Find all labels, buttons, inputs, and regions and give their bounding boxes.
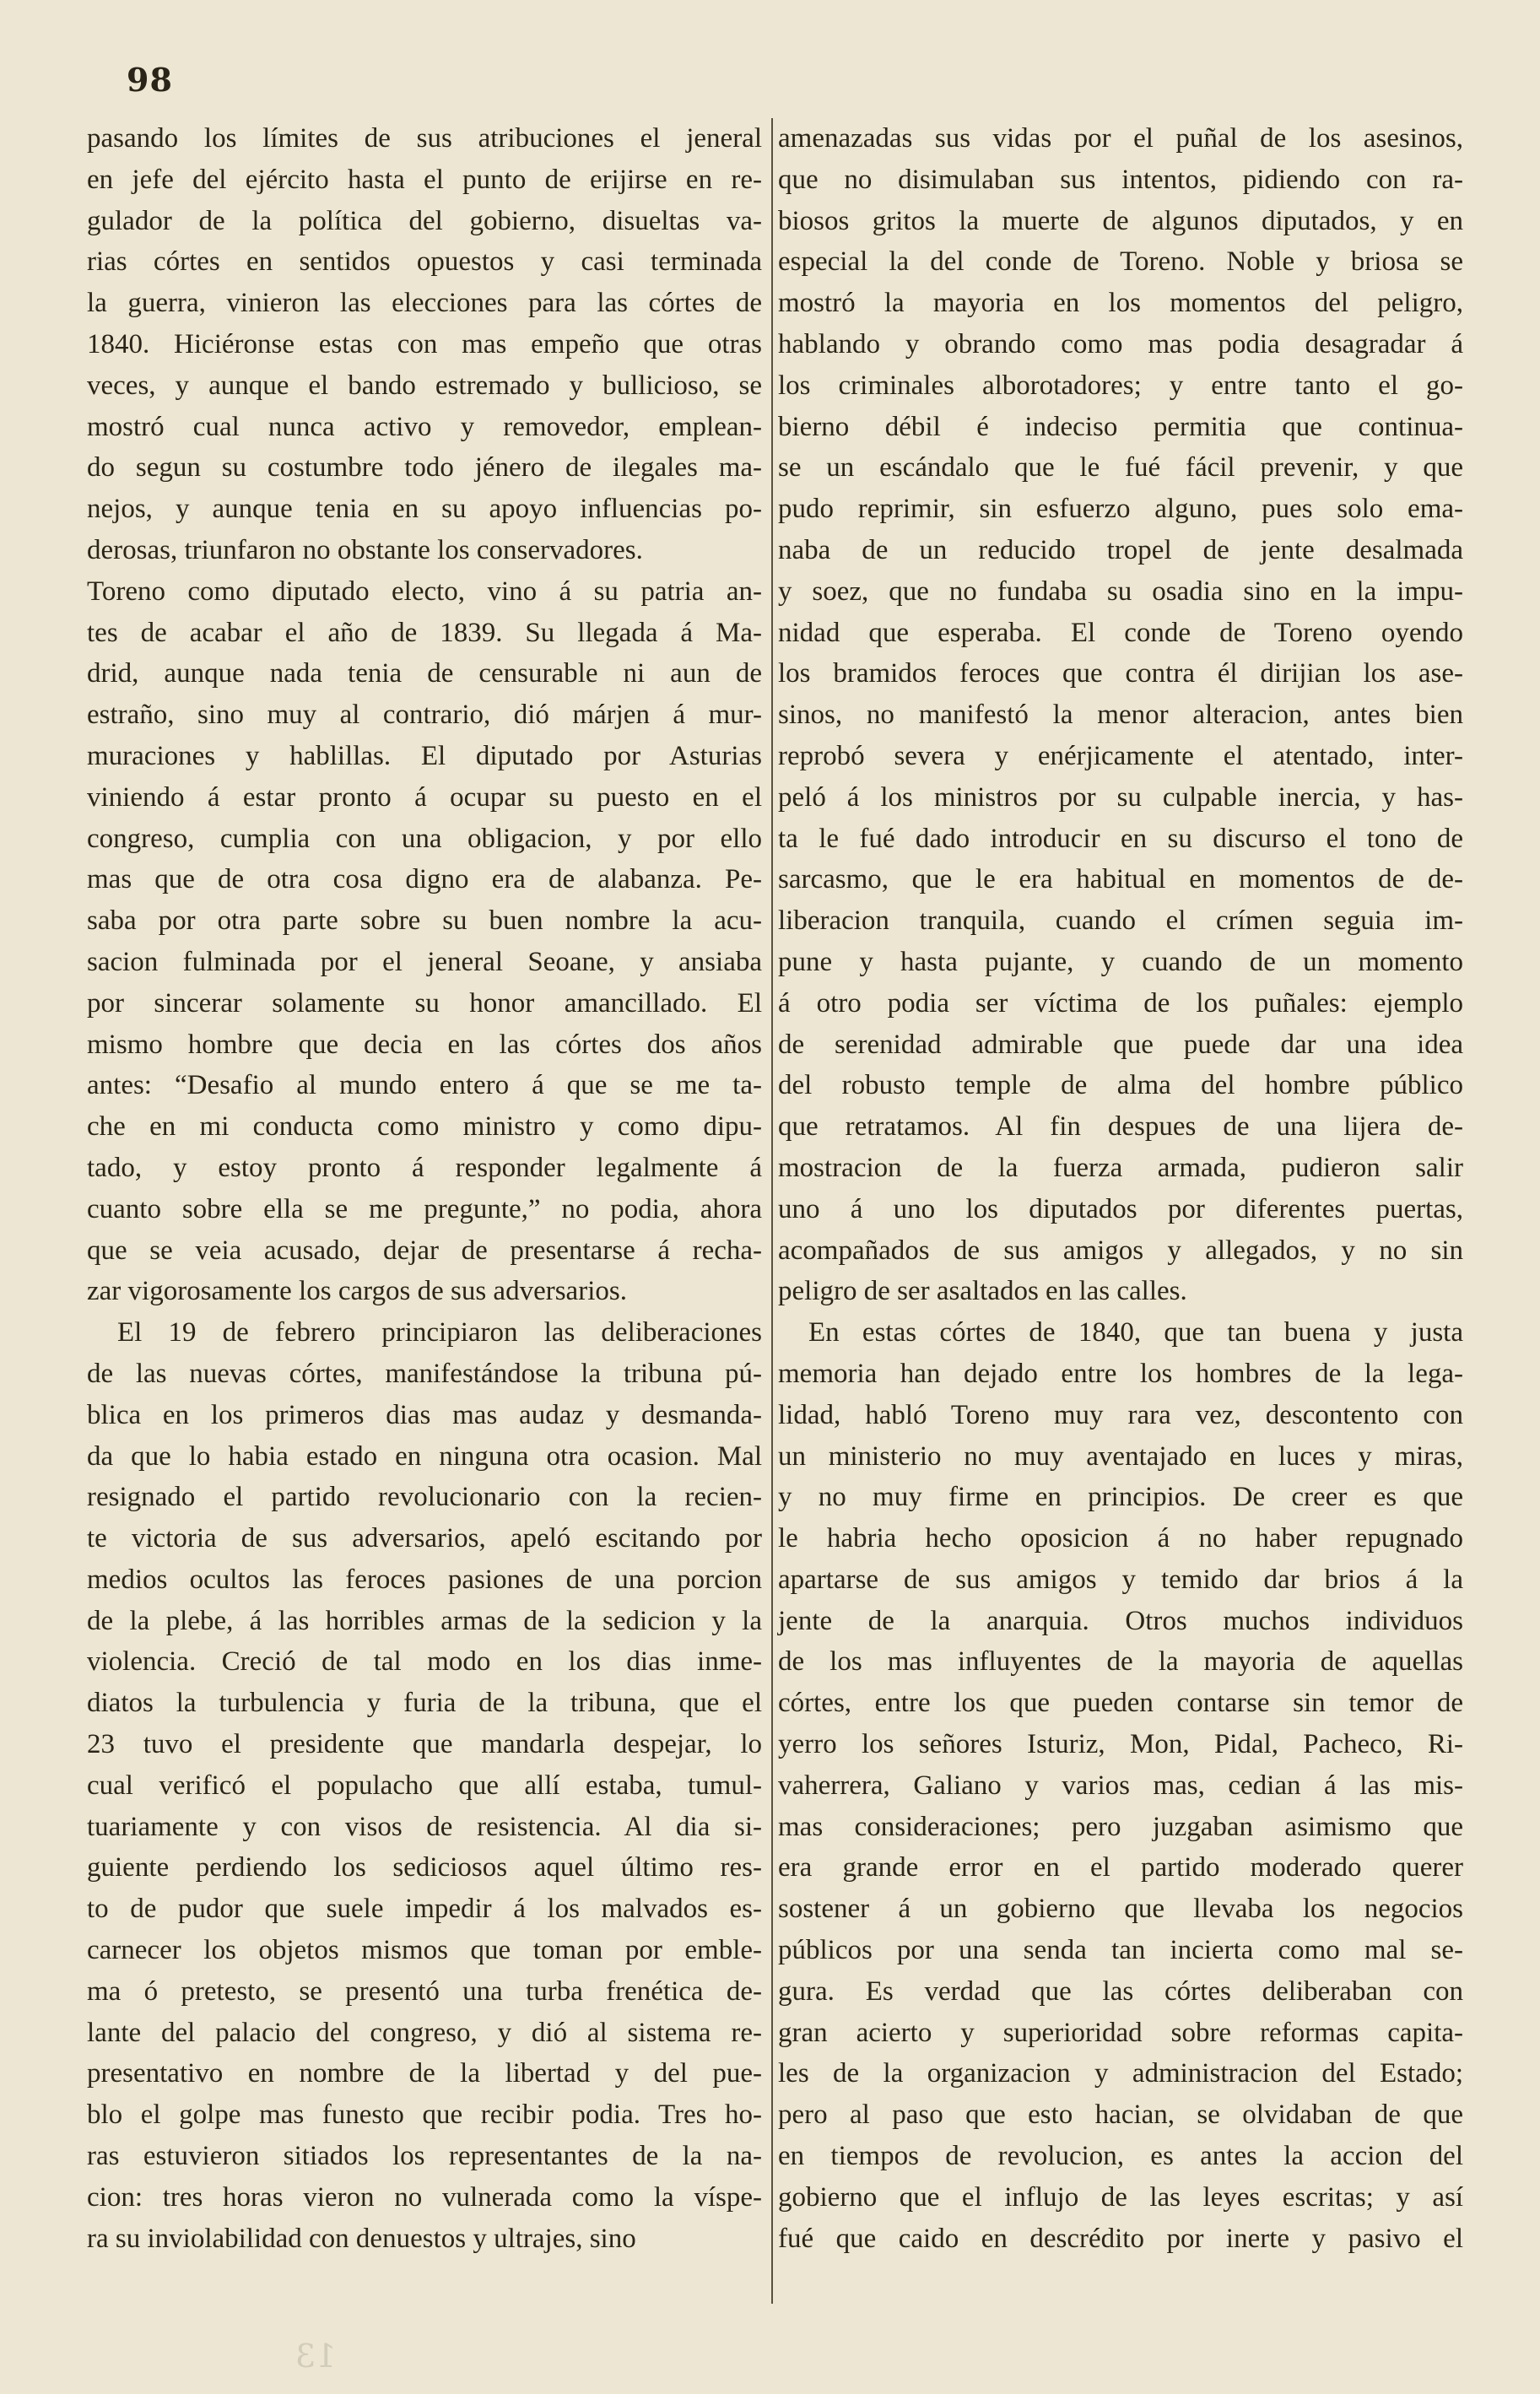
text-line: gran acierto y superioridad sobre reformas capita- xyxy=(778,2017,1463,2048)
text-line: bierno débil é indeciso permitia que continua- xyxy=(778,411,1463,442)
text-line: Toreno como diputado electo, vino á su patria an- xyxy=(87,576,762,607)
text-line: tes de acabar el año de 1839. Su llegada á Ma- xyxy=(87,617,762,648)
text-line: gura. Es verdad que las córtes deliberaban con xyxy=(778,1975,1463,2007)
text-line: reprobó severa y enérjicamente el atentado, inter- xyxy=(778,740,1463,771)
text-line: públicos por una senda tan incierta como mal se- xyxy=(778,1935,1463,1966)
text-line: uno á uno los diputados por diferentes puertas, xyxy=(778,1193,1463,1224)
text-line: sacion fulminada por el jeneral Seoane, y ansiaba xyxy=(87,946,762,977)
text-line: los criminales alborotadores; y entre tanto el go- xyxy=(778,370,1463,401)
text-line: rias córtes en sentidos opuestos y casi terminada xyxy=(87,246,762,278)
text-line: diatos la turbulencia y furia de la tribuna, que el xyxy=(87,1688,762,1719)
text-line: lante del palacio del congreso, y dió al sistema re- xyxy=(87,2017,762,2048)
text-line: derosas, triunfaron no obstante los conservadores. xyxy=(87,534,643,565)
text-line: liberacion tranquila, cuando el crímen seguia im- xyxy=(778,905,1463,937)
text-line: que retratamos. Al fin despues de una lijera de- xyxy=(778,1111,1463,1143)
text-line: antes: “Desafio al mundo entero á que se me ta- xyxy=(87,1070,762,1101)
text-line: amenazadas sus vidas por el puñal de los asesinos, xyxy=(778,123,1463,154)
text-line: do segun su costumbre todo jénero de ilegales ma- xyxy=(87,452,762,484)
text-line: mostró cual nunca activo y removedor, emplean- xyxy=(87,411,762,442)
text-line: da que lo habia estado en ninguna otra ocasion. Mal xyxy=(87,1440,762,1472)
text-line: pudo reprimir, sin esfuerzo alguno, pues solo ema- xyxy=(778,494,1463,525)
text-line: cion: tres horas vieron no vulnerada como la víspe- xyxy=(87,2181,762,2213)
text-line: nejos, y aunque tenia en su apoyo influencias po- xyxy=(87,494,762,525)
text-line: era grande error en el partido moderado querer xyxy=(778,1852,1463,1883)
text-line: gulador de la política del gobierno, disueltas va- xyxy=(87,205,762,236)
text-line: peligro de ser asaltados en las calles. xyxy=(778,1276,1187,1307)
text-line: medios ocultos las feroces pasiones de una porcion xyxy=(87,1564,762,1595)
text-line: especial la del conde de Toreno. Noble y briosa se xyxy=(778,246,1463,278)
text-line: En estas córtes de 1840, que tan buena y justa xyxy=(808,1317,1463,1348)
text-line: resignado el partido revolucionario con la recien- xyxy=(87,1482,762,1513)
text-line: sinos, no manifestó la menor alteracion, antes bien xyxy=(778,700,1463,731)
text-line: y no muy firme en principios. De creer es que xyxy=(778,1482,1463,1513)
text-line: muraciones y hablillas. El diputado por Asturias xyxy=(87,740,762,771)
text-line: en jefe del ejército hasta el punto de erijirse en re- xyxy=(87,164,762,195)
text-line: de la plebe, á las horribles armas de la sedicion y la xyxy=(87,1605,762,1636)
left-column xyxy=(87,118,762,2259)
text-line: naba de un reducido tropel de jente desalmada xyxy=(778,534,1463,565)
page-number: 98 xyxy=(127,61,173,99)
text-line: que se veia acusado, dejar de presentarse á recha- xyxy=(87,1235,762,1266)
text-line: les de la organizacion y administracion del Estado; xyxy=(778,2058,1463,2089)
text-line: mas consideraciones; pero juzgaban asimismo que xyxy=(778,1811,1463,1842)
text-line: pasando los límites de sus atribuciones el jeneral xyxy=(87,123,762,154)
text-line: tado, y estoy pronto á responder legalmente á xyxy=(87,1152,762,1183)
text-line: mostracion de la fuerza armada, pudieron salir xyxy=(778,1152,1463,1183)
text-line: memoria han dejado entre los hombres de la lega- xyxy=(778,1358,1463,1389)
text-line: 23 tuvo el presidente que mandarla despejar, lo xyxy=(87,1729,762,1760)
text-line: y soez, que no fundaba su osadia sino en la impu- xyxy=(778,576,1463,607)
text-line: de los mas influyentes de la mayoria de aquellas xyxy=(778,1646,1463,1678)
text-line: zar vigorosamente los cargos de sus adversarios. xyxy=(87,1276,627,1307)
text-line: presentativo en nombre de la libertad y del pue- xyxy=(87,2058,762,2089)
text-line: fué que caido en descrédito por inerte y pasivo el xyxy=(778,2223,1463,2254)
text-line: guiente perdiendo los sediciosos aquel último res- xyxy=(87,1852,762,1883)
bleed-through-mark: 13 xyxy=(295,2337,337,2375)
right-column xyxy=(778,118,1463,2259)
text-line: biosos gritos la muerte de algunos diputados, y en xyxy=(778,205,1463,236)
text-line: viniendo á estar pronto á ocupar su puesto en el xyxy=(87,781,762,813)
text-line: ma ó pretesto, se presentó una turba frenética de- xyxy=(87,1975,762,2007)
text-line: carnecer los objetos mismos que toman por emble- xyxy=(87,1935,762,1966)
text-line: un ministerio no muy aventajado en luces y miras, xyxy=(778,1440,1463,1472)
text-line: sostener á un gobierno que llevaba los negocios xyxy=(778,1894,1463,1925)
text-line: gobierno que el influjo de las leyes escritas; y así xyxy=(778,2181,1463,2213)
text-line: drid, aunque nada tenia de censurable ni aun de xyxy=(87,658,762,689)
text-line: de serenidad admirable que puede dar una idea xyxy=(778,1029,1463,1060)
text-line: estraño, sino muy al contrario, dió márjen á mur- xyxy=(87,700,762,731)
text-line: to de pudor que suele impedir á los malvados es- xyxy=(87,1894,762,1925)
text-line: blica en los primeros dias mas audaz y desmanda- xyxy=(87,1399,762,1430)
text-line: acompañados de sus amigos y allegados, y no sin xyxy=(778,1235,1463,1266)
text-line: ra su inviolabilidad con denuestos y ultrajes, sino xyxy=(87,2223,636,2254)
text-line: pero al paso que esto hacian, se olvidaban de que xyxy=(778,2099,1463,2131)
text-line: peló á los ministros por su culpable inercia, y has- xyxy=(778,781,1463,813)
text-line: la guerra, vinieron las elecciones para las córtes de xyxy=(87,288,762,319)
text-line: á otro podia ser víctima de los puñales: ejemplo xyxy=(778,987,1463,1019)
text-line: violencia. Creció de tal modo en los dias inme- xyxy=(87,1646,762,1678)
text-line: saba por otra parte sobre su buen nombre la acu- xyxy=(87,905,762,937)
text-line: hablando y obrando como mas podia desagradar á xyxy=(778,328,1463,359)
text-line: jente de la anarquia. Otros muchos individuos xyxy=(778,1605,1463,1636)
text-line: blo el golpe mas funesto que recibir podia. Tres ho- xyxy=(87,2099,762,2131)
text-line: yerro los señores Isturiz, Mon, Pidal, Pacheco, Ri- xyxy=(778,1729,1463,1760)
text-line: vaherrera, Galiano y varios mas, cedian á las mis- xyxy=(778,1770,1463,1801)
text-line: ras estuvieron sitiados los representantes de la na- xyxy=(87,2141,762,2172)
text-line: del robusto temple de alma del hombre público xyxy=(778,1070,1463,1101)
text-line: se un escándalo que le fué fácil prevenir, y que xyxy=(778,452,1463,484)
column-divider xyxy=(771,118,773,2304)
text-line: pune y hasta pujante, y cuando de un momento xyxy=(778,946,1463,977)
text-line: El 19 de febrero principiaron las deliberaciones xyxy=(117,1317,762,1348)
text-line: sarcasmo, que le era habitual en momentos de de- xyxy=(778,864,1463,895)
text-line: apartarse de sus amigos y temido dar brios á la xyxy=(778,1564,1463,1595)
text-line: lidad, habló Toreno muy rara vez, descontento con xyxy=(778,1399,1463,1430)
text-line: mostró la mayoria en los momentos del peligro, xyxy=(778,288,1463,319)
text-line: los bramidos feroces que contra él dirijian los ase- xyxy=(778,658,1463,689)
text-line: che en mi conducta como ministro y como dipu- xyxy=(87,1111,762,1143)
text-line: mismo hombre que decia en las córtes dos años xyxy=(87,1029,762,1060)
text-line: nidad que esperaba. El conde de Toreno oyendo xyxy=(778,617,1463,648)
text-line: por sincerar solamente su honor amancillado. El xyxy=(87,987,762,1019)
text-line: cuanto sobre ella se me pregunte,” no podia, ahora xyxy=(87,1193,762,1224)
text-line: le habria hecho oposicion á no haber repugnado xyxy=(778,1523,1463,1554)
text-line: mas que de otra cosa digno era de alabanza. Pe- xyxy=(87,864,762,895)
text-line: congreso, cumplia con una obligacion, y por ello xyxy=(87,823,762,854)
text-line: córtes, entre los que pueden contarse sin temor de xyxy=(778,1688,1463,1719)
text-line: te victoria de sus adversarios, apeló escitando por xyxy=(87,1523,762,1554)
text-line: ta le fué dado introducir en su discurso el tono de xyxy=(778,823,1463,854)
text-line: tuariamente y con visos de resistencia. Al dia si- xyxy=(87,1811,762,1842)
text-line: que no disimulaban sus intentos, pidiendo con ra- xyxy=(778,164,1463,195)
text-line: de las nuevas córtes, manifestándose la tribuna pú- xyxy=(87,1358,762,1389)
text-line: 1840. Hiciéronse estas con mas empeño que otras xyxy=(87,328,762,359)
text-line: veces, y aunque el bando estremado y bullicioso, se xyxy=(87,370,762,401)
text-line: cual verificó el populacho que allí estaba, tumul- xyxy=(87,1770,762,1801)
text-line: en tiempos de revolucion, es antes la accion del xyxy=(778,2141,1463,2172)
